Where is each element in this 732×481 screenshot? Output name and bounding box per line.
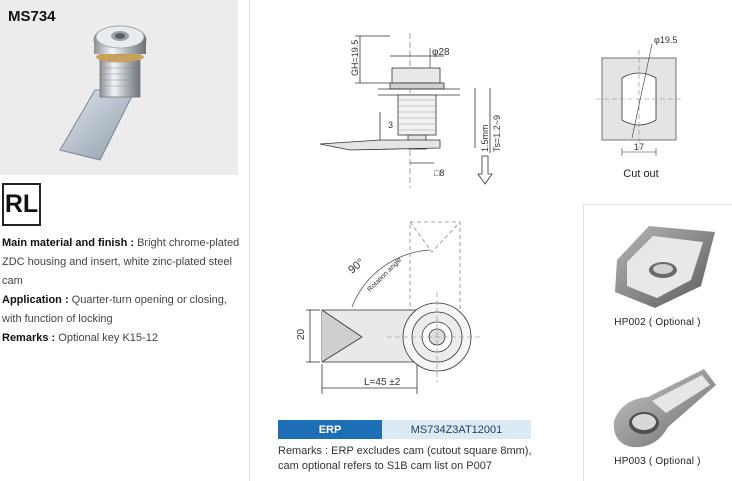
dim-3: 3 — [388, 120, 394, 130]
spec-remarks-value: Optional key K15-12 — [58, 332, 158, 344]
rotation-degrees: 90° — [346, 256, 367, 277]
accessory-hp002-label: HP002 ( Optional ) — [614, 317, 701, 328]
accessory-hp003-image — [608, 365, 720, 453]
spec-material-label: Main material and finish : — [2, 237, 135, 249]
spec-list — [2, 234, 240, 348]
dim-diameter-28: φ28 — [432, 47, 450, 58]
dim-ts: Ts=1.2~9 — [492, 114, 502, 152]
spec-remarks — [2, 329, 240, 348]
accessory-hp003-label: HP003 ( Optional ) — [614, 456, 701, 467]
erp-label: ERP — [278, 420, 382, 439]
dim-gh: GH=19.5 — [350, 39, 360, 76]
spec-application — [2, 291, 240, 329]
dim-length: L=45 ±2 — [364, 377, 401, 388]
cutout-label: Cut out — [623, 168, 659, 180]
column-divider — [249, 0, 250, 481]
accessory-hp002-image — [605, 214, 723, 314]
product-photo — [40, 10, 200, 170]
cutout-drawing — [592, 30, 702, 170]
dim-height-20: 20 — [296, 328, 307, 340]
rotation-angle-label: Rotation angle — [366, 256, 404, 294]
cutout-diameter: φ19.5 — [654, 35, 678, 45]
erp-remarks — [278, 444, 578, 474]
erp-code: MS734Z3AT12001 — [382, 420, 531, 439]
spec-material-value: Bright chrome-plated ZDC housing and insert, white zinc-plated steel cam — [2, 237, 240, 287]
rl-badge: RL — [2, 183, 41, 226]
erp-remarks-line1: Remarks : ERP excludes cam (cutout square 8mm), — [278, 445, 532, 457]
product-photo-panel — [0, 0, 238, 175]
erp-remarks-line2: cam optional refers to S1B cam list on P007 — [278, 460, 492, 472]
model-number: MS734 — [8, 8, 56, 25]
cutout-width: 17 — [634, 142, 645, 152]
spec-application-label: Application : — [2, 294, 69, 306]
front-view-drawing — [292, 212, 492, 397]
spec-application-value: Quarter-turn opening or closing, with function of locking — [2, 294, 227, 325]
erp-bar — [278, 420, 531, 439]
dim-square-8: □8 — [434, 168, 445, 178]
dim-1-5mm: 1.5mm — [480, 124, 490, 152]
spec-remarks-label: Remarks : — [2, 332, 56, 344]
spec-material — [2, 234, 240, 291]
side-section-drawing — [310, 28, 530, 188]
